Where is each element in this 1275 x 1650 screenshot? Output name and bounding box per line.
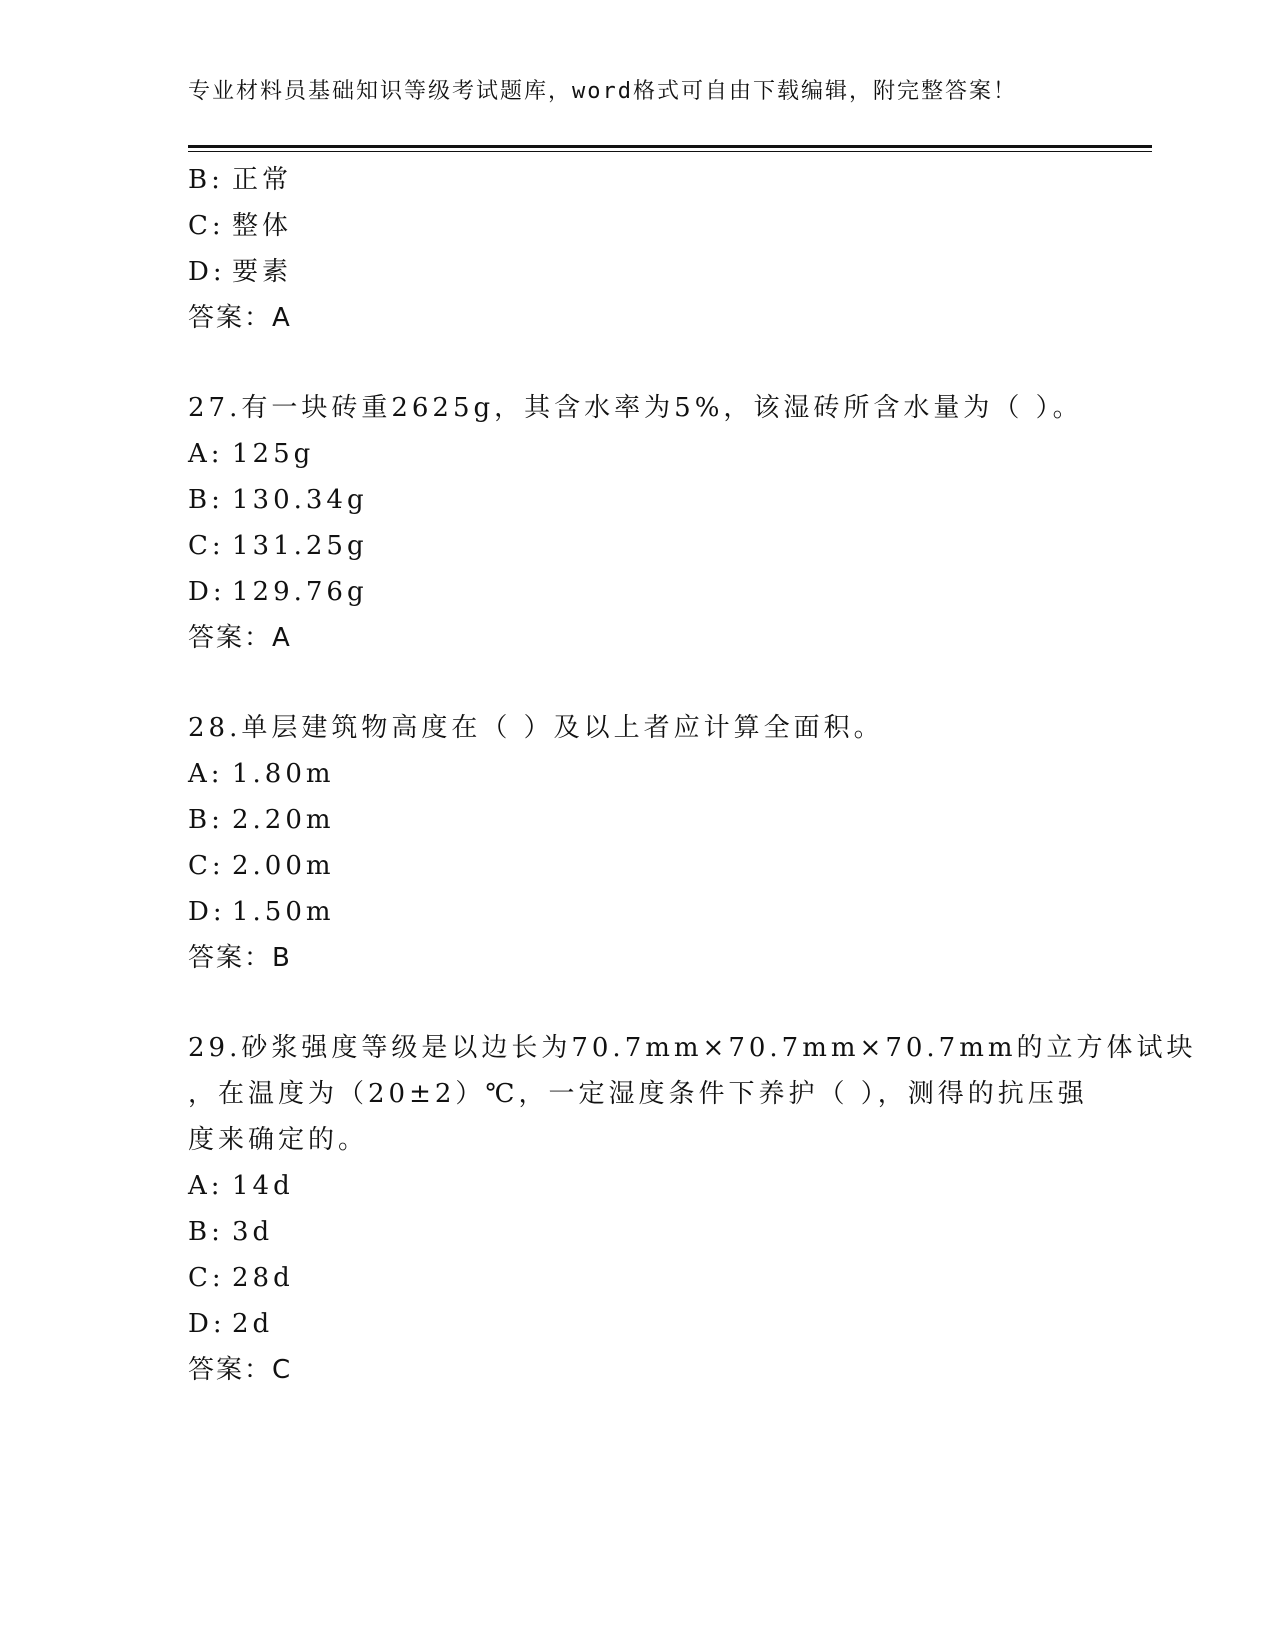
option-label: C: — [188, 851, 225, 881]
option-text: 130.34g — [232, 485, 368, 515]
option-text: 1.80m — [232, 759, 335, 789]
option-label: B: — [188, 485, 224, 515]
option-d — [188, 569, 1088, 615]
answer-line: 答案：B — [188, 943, 292, 973]
question-27-text: 27.有一块砖重2625g，其含水率为5%，该湿砖所含水量为（ ）。 — [188, 393, 1083, 423]
option-label: C: — [188, 531, 225, 561]
option-label: C: — [188, 211, 225, 241]
question-content — [188, 157, 1197, 1393]
option-text: 125g — [232, 439, 315, 469]
option-label: B: — [188, 165, 224, 195]
question-28-text: 28.单层建筑物高度在（ ）及以上者应计算全面积。 — [188, 713, 884, 743]
option-text: 129.76g — [232, 577, 368, 607]
option-b — [188, 1209, 1088, 1255]
option-text: 2d — [232, 1309, 274, 1339]
option-text: 2.20m — [232, 805, 335, 835]
option-label: D: — [188, 897, 226, 927]
option-a — [188, 751, 1088, 797]
option-label: C: — [188, 1263, 225, 1293]
option-label: A: — [188, 759, 224, 789]
option-text: 28d — [232, 1263, 294, 1293]
answer-line: 答案：A — [188, 303, 292, 333]
header-rule-thin — [188, 151, 1152, 152]
option-label: B: — [188, 1217, 224, 1247]
option-c — [188, 1255, 1088, 1301]
option-text: 要素 — [232, 257, 293, 287]
option-text: 131.25g — [232, 531, 368, 561]
option-label: D: — [188, 1309, 226, 1339]
option-text: 1.50m — [232, 897, 335, 927]
option-text: 14d — [232, 1171, 294, 1201]
option-label: D: — [188, 257, 226, 287]
option-c — [188, 843, 1088, 889]
question-29-text-line-1: 29.砂浆强度等级是以边长为70.7mm×70.7mm×70.7mm的立方体试块 — [188, 1033, 1197, 1063]
option-b — [188, 797, 1088, 843]
option-text: 整体 — [232, 211, 293, 241]
page-header: 专业材料员基础知识等级考试题库，word格式可自由下载编辑，附完整答案！ — [188, 79, 1017, 104]
option-d — [188, 249, 1088, 295]
option-text: 正常 — [232, 165, 293, 195]
option-label: D: — [188, 577, 226, 607]
option-c — [188, 523, 1088, 569]
option-b — [188, 477, 1088, 523]
header-rule-thick — [188, 145, 1152, 148]
option-label: B: — [188, 805, 224, 835]
question-29-text-line-2: ，在温度为（20±2）℃，一定湿度条件下养护（ ），测得的抗压强 — [188, 1079, 1088, 1109]
option-text: 2.00m — [232, 851, 335, 881]
question-29-text-line-3: 度来确定的。 — [188, 1125, 369, 1155]
option-a — [188, 1163, 1088, 1209]
option-b — [188, 157, 1088, 203]
option-a — [188, 431, 1088, 477]
option-text: 3d — [232, 1217, 274, 1247]
option-d — [188, 889, 1088, 935]
option-c — [188, 203, 1088, 249]
option-d — [188, 1301, 1088, 1347]
option-label: A: — [188, 1171, 224, 1201]
answer-line: 答案：A — [188, 623, 292, 653]
option-label: A: — [188, 439, 224, 469]
answer-line: 答案：C — [188, 1355, 293, 1385]
